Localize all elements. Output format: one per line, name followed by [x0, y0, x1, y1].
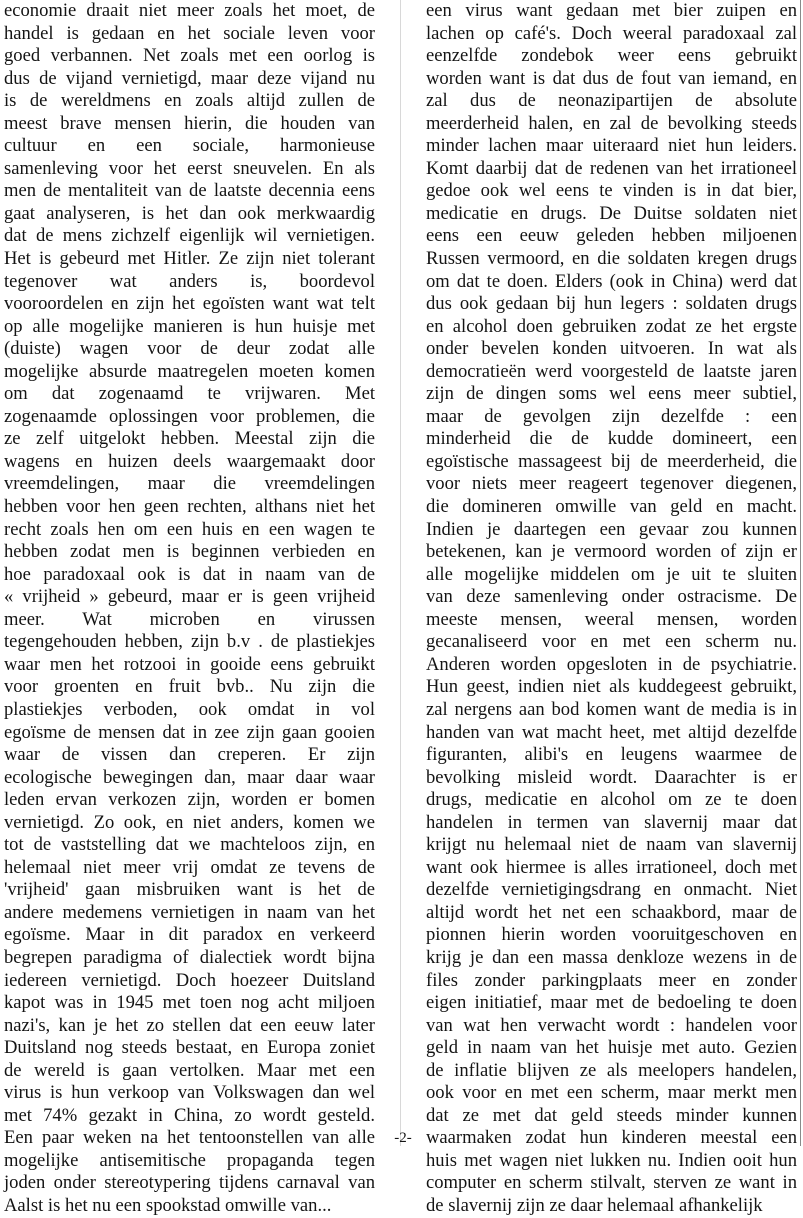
text-line: tegenover wat anders is, boordevol [4, 270, 375, 292]
text-line: en alcohol doen gebruiken zodat ze het ergste [426, 315, 797, 337]
text-line: Duitsland nog steeds bestaat, en Europa zoniet [4, 1037, 375, 1059]
text-line: begrepen paradigma of dialectiek wordt bijna [4, 946, 375, 968]
text-line: meeste mensen, weeral mensen, worden [426, 608, 797, 630]
text-line: helemaal niet meer vrij omdat ze tevens de [4, 856, 375, 878]
text-line: vreemdelingen, maar die vreemdelingen [4, 473, 375, 495]
text-line: betekenen, kan je vermoord worden of zijn er [426, 541, 797, 563]
text-line: kapot was in 1945 met toen nog acht miljoen [4, 992, 375, 1014]
text-line: een virus want gedaan met bier zuipen en [426, 0, 797, 21]
text-line: want ook hiermee is alles irrationeel, doch met [426, 856, 797, 878]
text-line: bevolking misleid wordt. Daarachter is er [426, 766, 797, 788]
text-line: voor niets meer reageert tegenover diegenen, [426, 473, 797, 495]
text-line: ze zelf uitgelokt hebben. Meestal zijn die [4, 428, 375, 450]
text-line: lachen op café's. Doch weeral paradoxaal zal [426, 22, 797, 44]
text-line: krijg je dan een massa denkloze wezens in de [426, 946, 797, 968]
text-line: 'vrijheid' gaan misbruiken want is het de [4, 879, 375, 901]
text-line: mogelijke antisemitische propaganda tegen [4, 1149, 375, 1171]
text-line: dus ook gedaan bij hun legers : soldaten drugs [426, 293, 797, 315]
text-line: democratieën werd voorgesteld de laatste jaren [426, 360, 797, 382]
text-line: de wereld is gaan vertolken. Maar met een [4, 1059, 375, 1081]
text-line: dezelfde vernietigingsdrang en onmacht. Niet [426, 879, 797, 901]
text-line: Komt daarbij dat de redenen van het irrationeel [426, 157, 797, 179]
text-line: andere medemens vernietigen in naam van het [4, 901, 375, 923]
text-line: hebben zodat men is beginnen verbieden en [4, 541, 375, 563]
text-line: gedoe ook wel eens te vinden is in dat bier, [426, 180, 797, 202]
text-line: hebben voor hen geen rechten, althans niet het [4, 496, 375, 518]
text-line: handen van wat macht heet, met altijd dezelfde [426, 721, 797, 743]
text-line: egoïstische massageest bij de meerderheid, die [426, 450, 797, 472]
text-line: Aalst is het nu een spookstad omwille van... [4, 1194, 332, 1216]
text-line: maar de gevolgen zijn dezelfde : een [426, 405, 797, 427]
text-line: Anderen worden opgesloten in de psychiatrie. [426, 653, 797, 675]
text-line: figuranten, alibi's en leugens waarmee de [426, 744, 797, 766]
text-line: voor groenten en fruit bvb.. Nu zijn die [4, 676, 375, 698]
text-line: alle mogelijke middelen om je uit te sluiten [426, 563, 797, 585]
text-line: onder bevelen konden uitvoeren. In wat als [426, 338, 797, 360]
text-line: zogenaamde oplossingen voor problemen, die [4, 405, 375, 427]
text-line: recht zoals hen om een huis en een wagen te [4, 518, 375, 540]
text-line: dat de mens zichzelf eigenlijk wil vernietigen. [4, 225, 375, 247]
text-line: (duiste) wagen voor de deur zodat alle [4, 338, 375, 360]
text-line: die domineren omwille van geld en macht. [426, 496, 797, 518]
text-line: worden want is dat dus de fout van iemand, en [426, 67, 797, 89]
text-line: minderheid die de kudde domineert, een [426, 428, 797, 450]
text-line: egoïsme de mensen dat in zee zijn gaan gooien [4, 721, 375, 743]
text-line: meer. Wat microben en virussen [4, 608, 375, 630]
page-edge [800, 0, 801, 1146]
text-line: waarmaken zodat hun kinderen meestal een [426, 1127, 797, 1149]
text-line: tot de vaststelling dat we machteloos zijn, en [4, 834, 375, 856]
text-line: minder lachen maar uiteraard niet hun leiders. [426, 135, 797, 157]
text-line: joden onder stereotypering tijdens carnaval van [4, 1172, 375, 1194]
text-line: zijn de dingen soms wel eens meer subtiel, [426, 383, 797, 405]
text-line: iedereen vernietigd. Doch hoezeer Duitsland [4, 969, 375, 991]
text-line: dat ze met dat geld steeds minder kunnen [426, 1104, 797, 1126]
text-line: cultuur en een sociale, harmonieuse [4, 135, 375, 157]
text-line: samenleving voor het eerst sneuvelen. En als [4, 157, 375, 179]
text-line: met 74% gezakt in China, zo wordt gesteld. [4, 1104, 375, 1126]
text-line: medicatie en drugs. De Duitse soldaten niet [426, 202, 797, 224]
text-line: altijd wordt het net een schaakbord, maar de [426, 901, 797, 923]
text-line: van deze samenleving onder ostracisme. De [426, 586, 797, 608]
text-line: handelen in termen van slavernij maar dat [426, 811, 797, 833]
text-line: van wat hen verwacht wordt : handelen voor [426, 1014, 797, 1036]
text-line: eigen initiatief, maar met de bedoeling te doen [426, 992, 797, 1014]
text-line: pionnen hierin worden vooruitgeschoven en [426, 924, 797, 946]
text-line: men de mentaliteit van de laatste decennia eens [4, 180, 375, 202]
text-line: Hun geest, indien niet als kuddegeest gebruikt, [426, 676, 797, 698]
text-line: drugs, medicatie en alcohol om ze te doen [426, 789, 797, 811]
text-line: dus de vijand vernietigd, maar deze vijand nu [4, 67, 375, 89]
text-line: waar men het rotzooi in gooide eens gebruikt [4, 653, 375, 675]
text-line: zal dus de neonazipartijen de absolute [426, 90, 797, 112]
text-line: eens een eeuw geleden hebben miljoenen [426, 225, 797, 247]
text-line: leden ervan verkozen zijn, worden er bomen [4, 789, 375, 811]
text-line: hoe paradoxaal ook is dat in naam van de [4, 563, 375, 585]
text-line: de slavernij zijn ze daar helemaal afhankelijk [426, 1194, 763, 1216]
text-line: computer en scherm stilvalt, sterven ze want in [426, 1172, 797, 1194]
text-line: ecologische bewegingen dan, maar daar waar [4, 766, 375, 788]
text-line: Het is gebeurd met Hitler. Ze zijn niet tolerant [4, 248, 375, 270]
text-line: is de wereldmens en zoals altijd zullen de [4, 90, 375, 112]
text-line: « vrijheid » gebeurd, maar er is geen vrijheid [4, 586, 375, 608]
text-line: om dat zogenaamd te vrijwaren. Met [4, 383, 375, 405]
text-line: de inflatie blijven ze als meelopers handelen, [426, 1059, 797, 1081]
text-line: economie draait niet meer zoals het moet, de [4, 0, 375, 21]
text-line: meerderheid halen, en zal de bevolking steeds [426, 112, 797, 134]
text-line: files zonder parkingplaats meer en zonder [426, 969, 797, 991]
right-text-column [426, 0, 797, 1218]
text-line: geld in naam van het huisje met auto. Gezien [426, 1037, 797, 1059]
text-line: plastiekjes verboden, ook omdat in vol [4, 698, 375, 720]
text-line: Indien je daartegen een gevaar zou kunnen [426, 518, 797, 540]
text-line: huis met wagen niet lukken nu. Indien ooit hun [426, 1149, 797, 1171]
text-line: meest brave mensen hierin, die houden van [4, 112, 375, 134]
text-line: handel is gedaan en het sociale leven voor [4, 22, 375, 44]
text-line: virus is hun verkoop van Volkswagen dan wel [4, 1082, 375, 1104]
page-number: -2- [394, 1130, 412, 1146]
text-line: vooroordelen en zijn het egoïsten want wat telt [4, 293, 375, 315]
text-line: tegengehouden hebben, zijn b.v . de plastiekjes [4, 631, 375, 653]
text-line: krijgt nu helemaal niet de naam van slavernij [426, 834, 797, 856]
column-divider [400, 0, 401, 1146]
text-line: waar de vissen dan creperen. Er zijn [4, 744, 375, 766]
text-line: goed verbannen. Net zoals met een oorlog is [4, 45, 375, 67]
text-line: om dat te doen. Elders (ook in China) werd dat [426, 270, 797, 292]
text-line: gecanaliseerd voor en met een scherm nu. [426, 631, 797, 653]
text-line: vernietigd. Zo ook, en niet anders, komen we [4, 811, 375, 833]
left-text-column [4, 0, 375, 1218]
text-line: wagens en huizen deels waargemaakt door [4, 450, 375, 472]
text-line: nazi's, kan je het zo stellen dat een eeuw later [4, 1014, 375, 1036]
text-line: egoïsme. Maar in dit paradox en verkeerd [4, 924, 375, 946]
text-line: mogelijke absurde maatregelen moeten komen [4, 360, 375, 382]
text-line: Russen vermoord, en die soldaten kregen drugs [426, 248, 797, 270]
text-line: op alle mogelijke manieren is hun huisje met [4, 315, 375, 337]
text-line: gaat analyseren, is het dan ook merkwaardig [4, 202, 375, 224]
text-line: ook voor en met een scherm, maar merkt men [426, 1082, 797, 1104]
text-line: eenzelfde zondebok weer eens gebruikt [426, 45, 797, 67]
text-line: Een paar weken na het tentoonstellen van alle [4, 1127, 375, 1149]
text-line: zal nergens aan bod komen want de media is in [426, 698, 797, 720]
